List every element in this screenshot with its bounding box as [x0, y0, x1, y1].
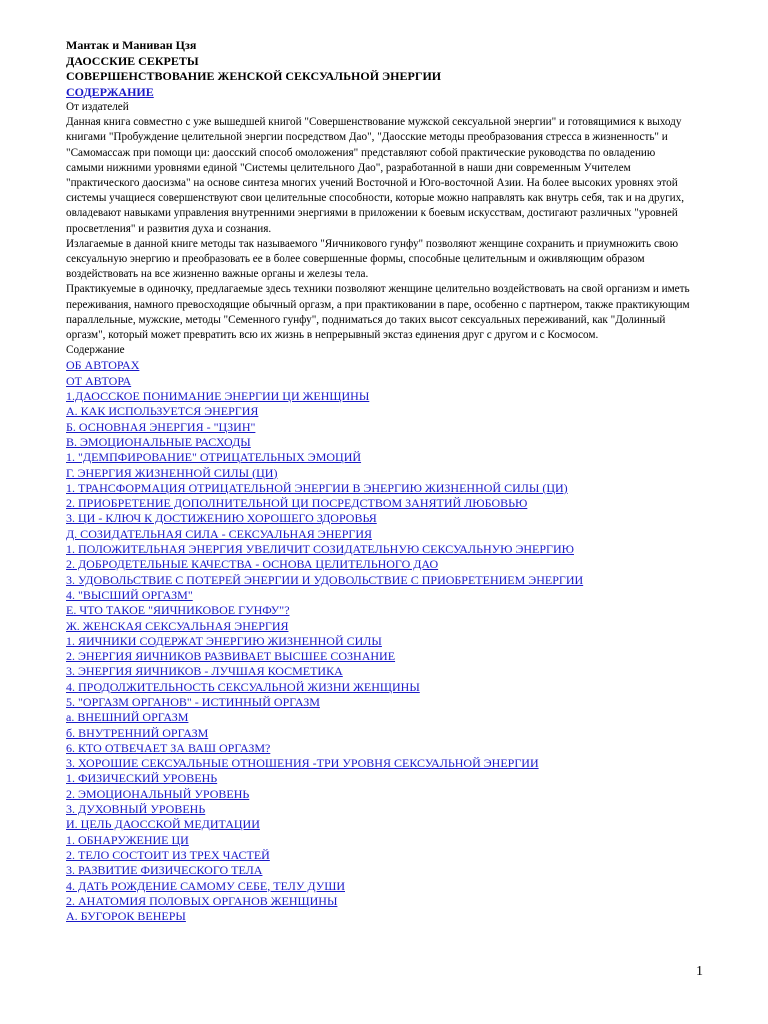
toc-item — [66, 527, 692, 542]
toc-link[interactable]: 1. ТРАНСФОРМАЦИЯ ОТРИЦАТЕЛЬНОЙ ЭНЕРГИИ В ЭНЕРГИЮ ЖИЗНЕННОЙ СИЛЫ (ЦИ) — [66, 480, 568, 495]
toc-item — [66, 435, 692, 450]
toc-link[interactable]: 1. ОБНАРУЖЕНИЕ ЦИ — [66, 832, 189, 847]
toc-link[interactable]: 1. ФИЗИЧЕСКИЙ УРОВЕНЬ — [66, 771, 218, 786]
toc-item — [66, 879, 692, 894]
toc-link[interactable]: Д. СОЗИДАТЕЛЬНАЯ СИЛА - СЕКСУАЛЬНАЯ ЭНЕРГИЯ — [66, 526, 372, 541]
toc-link[interactable]: 1. "ДЕМПФИРОВАНИЕ" ОТРИЦАТЕЛЬНЫХ ЭМОЦИЙ — [66, 450, 362, 465]
toc-item — [66, 496, 692, 511]
toc-item — [66, 771, 692, 786]
toc-item — [66, 817, 692, 832]
toc-link[interactable]: И. ЦЕЛЬ ДАОССКОЙ МЕДИТАЦИИ — [66, 817, 260, 832]
toc-item — [66, 894, 692, 909]
toc-link[interactable]: б. ВНУТРЕННИЙ ОРГАЗМ — [66, 725, 209, 740]
toc-item — [66, 481, 692, 496]
toc-link[interactable]: 2. АНАТОМИЯ ПОЛОВЫХ ОРГАНОВ ЖЕНЩИНЫ — [66, 893, 338, 908]
toc-link[interactable]: 4. "ВЫСШИЙ ОРГАЗМ" — [66, 587, 193, 602]
toc-link[interactable]: 3. РАЗВИТИЕ ФИЗИЧЕСКОГО ТЕЛА — [66, 863, 263, 878]
toc-link[interactable]: 3. ХОРОШИЕ СЕКСУАЛЬНЫЕ ОТНОШЕНИЯ -ТРИ УРОВНЯ СЕКСУАЛЬНОЙ ЭНЕРГИИ — [66, 756, 539, 771]
toc-link[interactable]: Б. ОСНОВНАЯ ЭНЕРГИЯ - "ЦЗИН" — [66, 419, 256, 434]
toc-item — [66, 358, 692, 373]
toc-item — [66, 848, 692, 863]
toc-link[interactable]: 3. ЭНЕРГИЯ ЯИЧНИКОВ - ЛУЧШАЯ КОСМЕТИКА — [66, 664, 343, 679]
toc-item — [66, 863, 692, 878]
toc-link[interactable]: 6. КТО ОТВЕЧАЕТ ЗА ВАШ ОРГАЗМ? — [66, 740, 271, 755]
toc-link[interactable]: 2. ДОБРОДЕТЕЛЬНЫЕ КАЧЕСТВА - ОСНОВА ЦЕЛИТЕЛЬНОГО ДАО — [66, 557, 439, 572]
toc-link[interactable]: 2. ЭМОЦИОНАЛЬНЫЙ УРОВЕНЬ — [66, 786, 250, 801]
toc-link[interactable]: А. КАК ИСПОЛЬЗУЕТСЯ ЭНЕРГИЯ — [66, 404, 259, 419]
toc-link[interactable]: 3. ДУХОВНЫЙ УРОВЕНЬ — [66, 802, 206, 817]
toc-item — [66, 787, 692, 802]
toc-item — [66, 374, 692, 389]
toc-item — [66, 741, 692, 756]
toc-link[interactable]: ОБ АВТОРАХ — [66, 358, 140, 373]
toc-link[interactable]: 3. ЦИ - КЛЮЧ К ДОСТИЖЕНИЮ ХОРОШЕГО ЗДОРОВЬЯ — [66, 511, 377, 526]
toc-item — [66, 710, 692, 725]
toc-item — [66, 404, 692, 419]
toc-item — [66, 634, 692, 649]
publisher-label: От издателей — [66, 101, 129, 113]
toc-link[interactable]: 2. ПРИОБРЕТЕНИЕ ДОПОЛНИТЕЛЬНОЙ ЦИ ПОСРЕДСТВОМ ЗАНЯТИЙ ЛЮБОВЬЮ — [66, 496, 528, 511]
toc-link[interactable]: А. БУГОРОК ВЕНЕРЫ — [66, 909, 186, 924]
toc-link[interactable]: а. ВНЕШНИЙ ОРГАЗМ — [66, 710, 189, 725]
toc-item — [66, 802, 692, 817]
toc-link[interactable]: 1. ЯИЧНИКИ СОДЕРЖАТ ЭНЕРГИЮ ЖИЗНЕННОЙ СИЛЫ — [66, 633, 382, 648]
toc-item — [66, 588, 692, 603]
toc-link[interactable]: 5. "ОРГАЗМ ОРГАНОВ" - ИСТИННЫЙ ОРГАЗМ — [66, 694, 320, 709]
toc-item — [66, 909, 692, 924]
intro-paragraph-1: Данная книга совместно с уже вышедшей книгой "Совершенствование мужской сексуальной энергии" и готовящимися к выходу книгами "Пробуждение целительной энергии посредством Дао", "Даосские методы преобразования стресса в жизненность" и "Самомассаж при помощи ци: даосский способ омоложения" представляют собой практические руководства по овладению самыми нижними уровнями единой "Системы целительного Дао", разработанной в наши дни современным Учителем "практического даосизма" на основе синтеза многих учений Восточной и Юго-восточной Азии. На более высоких уровнях этой системы учащиеся совершенствуют свои целительные способности, которые можно направлять как внутрь себя, так и на других, овладевают навыками управления внутренними энергиями в приложении к боевым искусствам, достигают различных "уровней просветления" и развития духа и сознания. — [66, 116, 685, 235]
series-title: ДАОССКИЕ СЕКРЕТЫ — [66, 53, 199, 68]
toc-link[interactable]: Е. ЧТО ТАКОЕ "ЯИЧНИКОВОЕ ГУНФУ"? — [66, 603, 290, 618]
toc-item — [66, 756, 692, 771]
toc-link[interactable]: 1. ПОЛОЖИТЕЛЬНАЯ ЭНЕРГИЯ УВЕЛИЧИТ СОЗИДАТЕЛЬНУЮ СЕКСУАЛЬНУЮ ЭНЕРГИЮ — [66, 542, 574, 557]
toc-link[interactable]: ОТ АВТОРА — [66, 373, 132, 388]
toc-item — [66, 557, 692, 572]
toc-title: Содержание — [66, 344, 125, 357]
toc-item — [66, 603, 692, 618]
document-page — [66, 38, 692, 924]
intro-paragraph-3: Практикуемые в одиночку, предлагаемые здесь техники позволяют женщине целительно воздействовать на свой организм и иметь переживания, намного превосходящие обычный оргазм, а при практиковании в паре, особенно с партнером, также практикующим параллельные, мужские, методы "Семенного гунфу", подниматься до таких высот сексуальных переживаний, как "Долинный оргазм", который может превратить всю их жизнь в непрерывный экстаз единения друг с другом и с Космосом. — [66, 283, 690, 342]
toc-item — [66, 833, 692, 848]
toc-item — [66, 389, 692, 404]
toc-item — [66, 450, 692, 465]
toc-link[interactable]: В. ЭМОЦИОНАЛЬНЫЕ РАСХОДЫ — [66, 434, 251, 449]
toc-item — [66, 542, 692, 557]
toc-link[interactable]: Г. ЭНЕРГИЯ ЖИЗНЕННОЙ СИЛЫ (ЦИ) — [66, 465, 278, 480]
toc-item — [66, 664, 692, 679]
toc-item — [66, 511, 692, 526]
toc-item — [66, 695, 692, 710]
toc-item — [66, 466, 692, 481]
page-number: 1 — [696, 964, 703, 979]
toc-item — [66, 726, 692, 741]
toc-link[interactable]: 2. ЭНЕРГИЯ ЯИЧНИКОВ РАЗВИВАЕТ ВЫСШЕЕ СОЗНАНИЕ — [66, 649, 396, 664]
toc-link[interactable]: 2. ТЕЛО СОСТОИТ ИЗ ТРЕХ ЧАСТЕЙ — [66, 847, 270, 862]
author-line: Мантак и Маниван Цзя — [66, 38, 197, 52]
toc-item — [66, 573, 692, 588]
toc-link[interactable]: 3. УДОВОЛЬСТВИЕ С ПОТЕРЕЙ ЭНЕРГИИ И УДОВОЛЬСТВИЕ С ПРИОБРЕТЕНИЕМ ЭНЕРГИИ — [66, 572, 584, 587]
toc-item — [66, 619, 692, 634]
toc-list — [66, 358, 692, 924]
toc-link[interactable]: 4. ПРОДОЛЖИТЕЛЬНОСТЬ СЕКСУАЛЬНОЙ ЖИЗНИ ЖЕНЩИНЫ — [66, 679, 420, 694]
contents-link[interactable]: СОДЕРЖАНИЕ — [66, 84, 154, 99]
toc-item — [66, 420, 692, 435]
toc-link[interactable]: 1.ДАОССКОЕ ПОНИМАНИЕ ЭНЕРГИИ ЦИ ЖЕНЩИНЫ — [66, 389, 370, 404]
toc-link[interactable]: Ж. ЖЕНСКАЯ СЕКСУАЛЬНАЯ ЭНЕРГИЯ — [66, 618, 289, 633]
toc-link[interactable]: 4. ДАТЬ РОЖДЕНИЕ САМОМУ СЕБЕ, ТЕЛУ ДУШИ — [66, 878, 345, 893]
toc-item — [66, 680, 692, 695]
toc-item — [66, 649, 692, 664]
intro-paragraph-2: Излагаемые в данной книге методы так называемого "Яичникового гунфу" позволяют женщине сохранить и приумножить свою сексуальную энергию и преобразовать ее в более совершенные формы, способные целительным и оживляющим образом воздействовать на все жизненно важные органы и железы тела. — [66, 237, 679, 281]
book-title: СОВЕРШЕНСТВОВАНИЕ ЖЕНСКОЙ СЕКСУАЛЬНОЙ ЭНЕРГИИ — [66, 69, 442, 83]
